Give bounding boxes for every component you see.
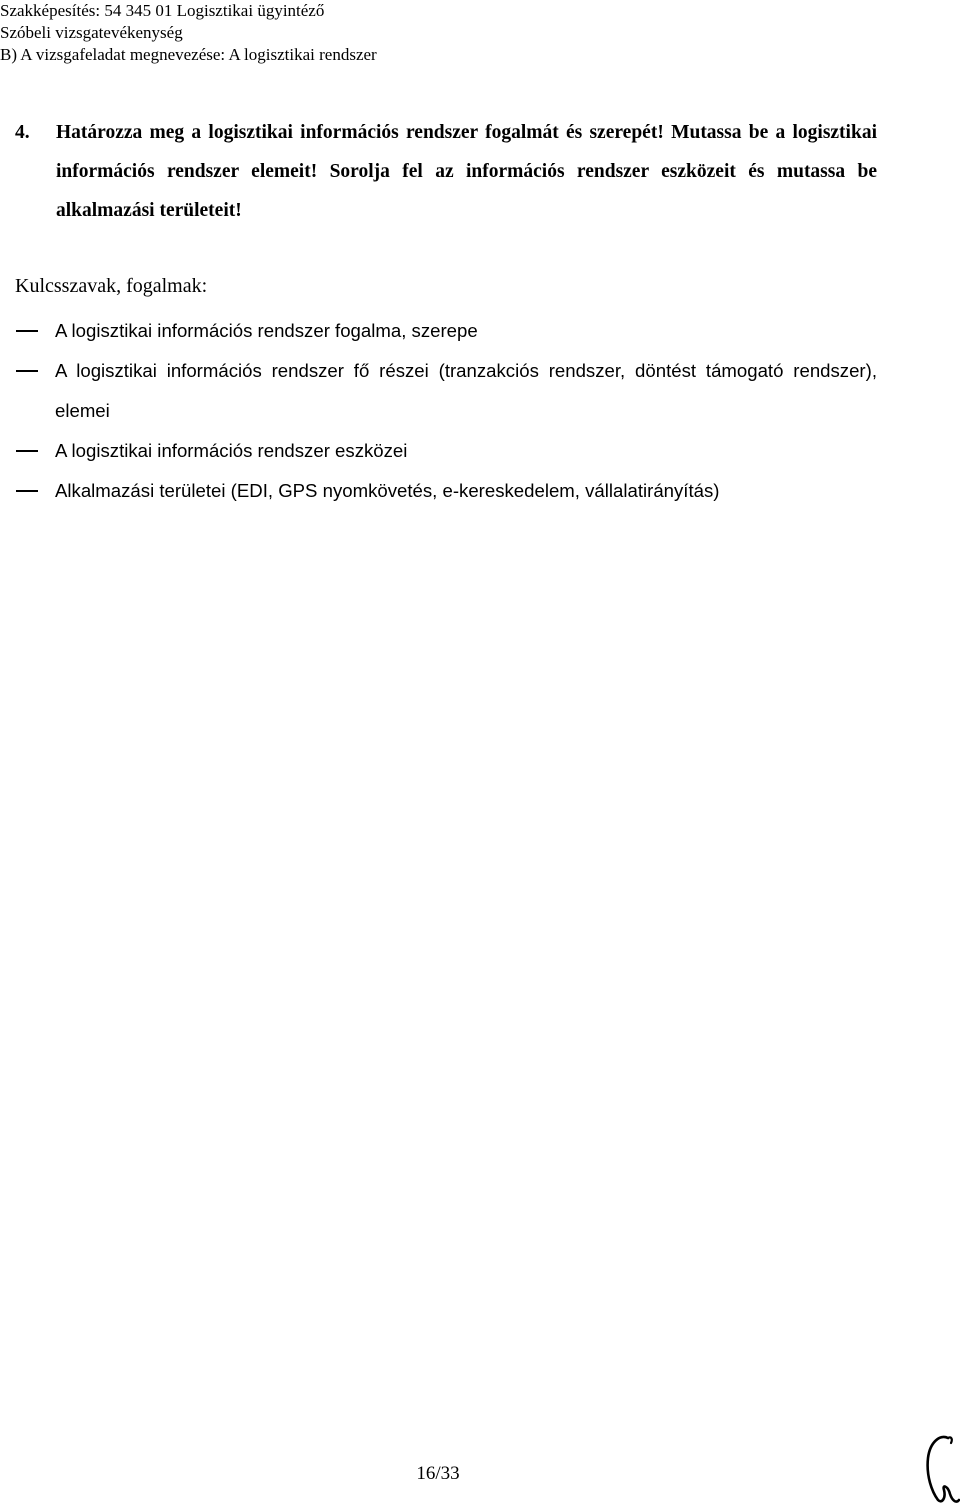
dash-bullet-icon bbox=[16, 490, 38, 492]
question-number: 4. bbox=[15, 122, 30, 143]
page-header bbox=[0, 0, 377, 66]
keywords-heading: Kulcsszavak, fogalmak: bbox=[15, 275, 208, 297]
header-exam-activity: Szóbeli vizsgatevékenység bbox=[0, 23, 183, 42]
exam-question bbox=[15, 113, 877, 230]
keyword-text: A logisztikai információs rendszer fő részei (tranzakciós rendszer, döntést támogató rendszer), elemei bbox=[55, 360, 877, 421]
keyword-text: A logisztikai információs rendszer eszközei bbox=[55, 440, 408, 461]
question-text: Határozza meg a logisztikai információs rendszer fogalmát és szerepét! Mutassa be a logisztikai információs rendszer elemeit! Sorolja fel az információs rendszer eszközeit és mutassa be alkalmazási területeit! bbox=[56, 122, 877, 221]
page-number: 16/33 bbox=[416, 1463, 460, 1484]
signature-icon bbox=[918, 1430, 960, 1509]
dash-bullet-icon bbox=[16, 370, 38, 372]
header-task-name: B) A vizsgafeladat megnevezése: A logisztikai rendszer bbox=[0, 45, 377, 64]
keyword-item bbox=[15, 311, 877, 351]
keyword-item bbox=[15, 471, 877, 511]
keyword-text: A logisztikai információs rendszer fogalma, szerepe bbox=[55, 320, 478, 341]
keyword-item bbox=[15, 351, 877, 431]
dash-bullet-icon bbox=[16, 450, 38, 452]
keyword-item bbox=[15, 431, 877, 471]
dash-bullet-icon bbox=[16, 330, 38, 332]
header-qualification: Szakképesítés: 54 345 01 Logisztikai ügyintéző bbox=[0, 1, 325, 20]
keywords-list bbox=[15, 311, 877, 511]
keyword-text: Alkalmazási területei (EDI, GPS nyomkövetés, e-kereskedelem, vállalatirányítás) bbox=[55, 480, 720, 501]
